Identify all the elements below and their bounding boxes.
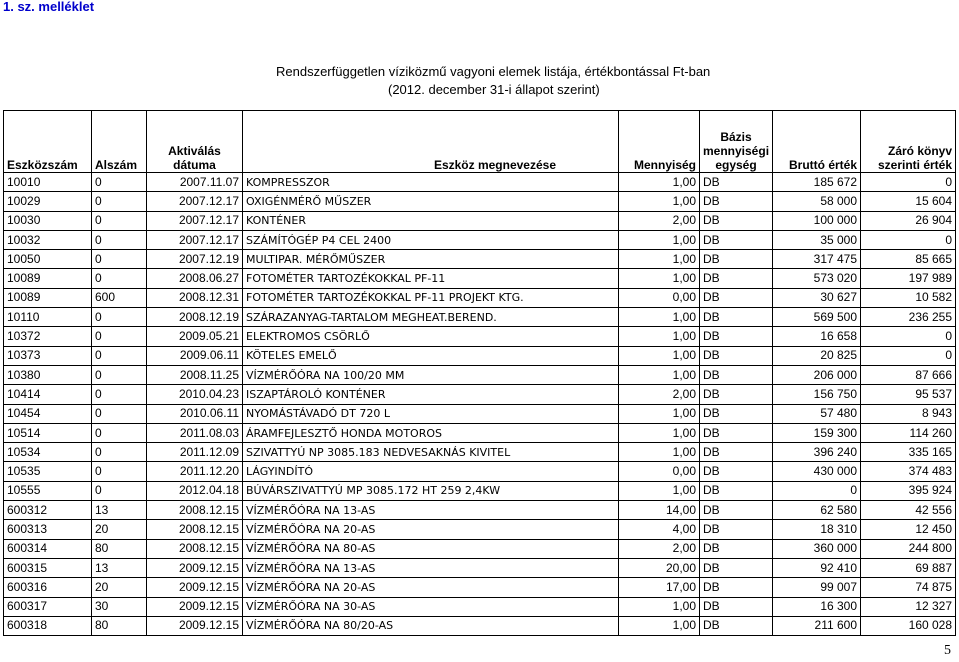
egyseg-cell: DB [700,288,773,307]
alszam-cell: 30 [92,597,147,616]
mennyiseg-cell: 1,00 [619,443,700,462]
eszkozszam-cell: 600315 [4,558,92,577]
table-row [4,192,956,211]
eszkozszam-cell: 10534 [4,443,92,462]
alszam-cell: 13 [92,501,147,520]
brutto-cell: 317 475 [773,250,861,269]
mennyiseg-cell: 1,00 [619,404,700,423]
header-zaro: Záró könyv szerinti érték [861,111,956,173]
eszkozszam-cell: 10535 [4,462,92,481]
mennyiseg-cell: 17,00 [619,578,700,597]
eszkozszam-cell: 10555 [4,481,92,500]
megnevezes-cell: VÍZMÉRŐÓRA NA 100/20 MM [243,365,619,384]
megnevezes-cell: VÍZMÉRŐÓRA NA 20-AS [243,520,619,539]
annex-label: 1. sz. melléklet [3,0,95,14]
aktivalas-cell: 2009.05.21 [147,327,243,346]
aktivalas-cell: 2009.12.15 [147,578,243,597]
megnevezes-cell: OXIGÉNMÉRŐ MŰSZER [243,192,619,211]
header-megnevezes: Eszköz megnevezése [243,111,619,173]
table-row [4,346,956,365]
zaro-cell: 12 327 [861,597,956,616]
header-brutto: Bruttó érték [773,111,861,173]
page-number: 5 [944,643,951,658]
zaro-cell: 236 255 [861,308,956,327]
alszam-cell: 0 [92,173,147,192]
alszam-cell: 0 [92,462,147,481]
megnevezes-cell: FOTOMÉTER TARTOZÉKOKKAL PF-11 [243,269,619,288]
egyseg-cell: DB [700,230,773,249]
table-body [4,173,956,636]
eszkozszam-cell: 10514 [4,423,92,442]
alszam-cell: 80 [92,539,147,558]
alszam-cell: 0 [92,211,147,230]
aktivalas-cell: 2009.12.15 [147,616,243,635]
megnevezes-cell: SZÁRAZANYAG-TARTALOM MEGHEAT.BEREND. [243,308,619,327]
mennyiseg-cell: 2,00 [619,539,700,558]
aktivalas-cell: 2008.12.15 [147,501,243,520]
header-aktivalas: Aktiválás dátuma [147,111,243,173]
header-mennyiseg: Mennyiség [619,111,700,173]
eszkozszam-cell: 600314 [4,539,92,558]
alszam-cell: 20 [92,578,147,597]
mennyiseg-cell: 1,00 [619,327,700,346]
aktivalas-cell: 2009.12.15 [147,597,243,616]
table-row [4,173,956,192]
megnevezes-cell: VÍZMÉRŐÓRA NA 80-AS [243,539,619,558]
eszkozszam-cell: 10110 [4,308,92,327]
aktivalas-cell: 2008.11.25 [147,365,243,384]
table-row [4,539,956,558]
egyseg-cell: DB [700,346,773,365]
table-header-row [4,111,956,173]
eszkozszam-cell: 10373 [4,346,92,365]
zaro-cell: 0 [861,173,956,192]
aktivalas-cell: 2008.12.15 [147,520,243,539]
alszam-cell: 0 [92,327,147,346]
aktivalas-cell: 2007.12.17 [147,211,243,230]
alszam-cell: 0 [92,365,147,384]
aktivalas-cell: 2011.12.20 [147,462,243,481]
zaro-cell: 8 943 [861,404,956,423]
table-row [4,520,956,539]
aktivalas-cell: 2009.06.11 [147,346,243,365]
table-row [4,462,956,481]
eszkozszam-cell: 10010 [4,173,92,192]
table-row [4,597,956,616]
egyseg-cell: DB [700,250,773,269]
megnevezes-cell: BÚVÁRSZIVATTYÚ MP 3085.172 HT 259 2,4KW [243,481,619,500]
alszam-cell: 80 [92,616,147,635]
header-bazis: Bázis mennyiségi egység [700,111,773,173]
egyseg-cell: DB [700,520,773,539]
brutto-cell: 159 300 [773,423,861,442]
egyseg-cell: DB [700,327,773,346]
zaro-cell: 374 483 [861,462,956,481]
megnevezes-cell: VÍZMÉRŐÓRA NA 13-AS [243,558,619,577]
egyseg-cell: DB [700,211,773,230]
zaro-cell: 42 556 [861,501,956,520]
alszam-cell: 0 [92,481,147,500]
table-row [4,481,956,500]
brutto-cell: 35 000 [773,230,861,249]
brutto-cell: 211 600 [773,616,861,635]
megnevezes-cell: KÖTELES EMELŐ [243,346,619,365]
egyseg-cell: DB [700,558,773,577]
egyseg-cell: DB [700,443,773,462]
brutto-cell: 430 000 [773,462,861,481]
eszkozszam-cell: 600312 [4,501,92,520]
megnevezes-cell: LÁGYINDÍTÓ [243,462,619,481]
eszkozszam-cell: 10029 [4,192,92,211]
megnevezes-cell: VÍZMÉRŐÓRA NA 30-AS [243,597,619,616]
brutto-cell: 16 658 [773,327,861,346]
alszam-cell: 0 [92,250,147,269]
mennyiseg-cell: 0,00 [619,288,700,307]
brutto-cell: 18 310 [773,520,861,539]
megnevezes-cell: VÍZMÉRŐÓRA NA 13-AS [243,501,619,520]
brutto-cell: 185 672 [773,173,861,192]
alszam-cell: 0 [92,385,147,404]
aktivalas-cell: 2008.12.15 [147,539,243,558]
megnevezes-cell: KOMPRESSZOR [243,173,619,192]
brutto-cell: 360 000 [773,539,861,558]
megnevezes-cell: ISZAPTÁROLÓ KONTÉNER [243,385,619,404]
zaro-cell: 15 604 [861,192,956,211]
egyseg-cell: DB [700,192,773,211]
brutto-cell: 99 007 [773,578,861,597]
mennyiseg-cell: 14,00 [619,501,700,520]
mennyiseg-cell: 1,00 [619,308,700,327]
mennyiseg-cell: 1,00 [619,269,700,288]
megnevezes-cell: ELEKTROMOS CSÖRLŐ [243,327,619,346]
egyseg-cell: DB [700,308,773,327]
egyseg-cell: DB [700,616,773,635]
zaro-cell: 87 666 [861,365,956,384]
brutto-cell: 57 480 [773,404,861,423]
document-title: Rendszerfüggetlen víziközmű vagyoni elemek listája, értékbontással Ft-ban [276,64,711,79]
table-row [4,327,956,346]
aktivalas-cell: 2008.06.27 [147,269,243,288]
mennyiseg-cell: 4,00 [619,520,700,539]
brutto-cell: 16 300 [773,597,861,616]
mennyiseg-cell: 2,00 [619,385,700,404]
brutto-cell: 100 000 [773,211,861,230]
zaro-cell: 85 665 [861,250,956,269]
table-row [4,211,956,230]
eszkozszam-cell: 600317 [4,597,92,616]
eszkozszam-cell: 10032 [4,230,92,249]
egyseg-cell: DB [700,501,773,520]
alszam-cell: 13 [92,558,147,577]
zaro-cell: 335 165 [861,443,956,462]
eszkozszam-cell: 10454 [4,404,92,423]
megnevezes-cell: VÍZMÉRŐÓRA NA 20-AS [243,578,619,597]
brutto-cell: 58 000 [773,192,861,211]
egyseg-cell: DB [700,481,773,500]
megnevezes-cell: SZÁMÍTÓGÉP P4 CEL 2400 [243,230,619,249]
zaro-cell: 114 260 [861,423,956,442]
zaro-cell: 395 924 [861,481,956,500]
table-row [4,404,956,423]
mennyiseg-cell: 2,00 [619,211,700,230]
zaro-cell: 10 582 [861,288,956,307]
mennyiseg-cell: 20,00 [619,558,700,577]
header-eszkozszam: Eszközszám [4,111,92,173]
document-subtitle: (2012. december 31-i állapot szerint) [388,82,600,97]
egyseg-cell: DB [700,462,773,481]
egyseg-cell: DB [700,173,773,192]
table-row [4,385,956,404]
eszkozszam-cell: 10414 [4,385,92,404]
table-row [4,250,956,269]
table-row [4,269,956,288]
egyseg-cell: DB [700,404,773,423]
zaro-cell: 244 800 [861,539,956,558]
brutto-cell: 20 825 [773,346,861,365]
mennyiseg-cell: 1,00 [619,616,700,635]
eszkozszam-cell: 10089 [4,288,92,307]
table-row [4,423,956,442]
mennyiseg-cell: 1,00 [619,346,700,365]
megnevezes-cell: MULTIPAR. MÉRŐMŰSZER [243,250,619,269]
mennyiseg-cell: 1,00 [619,230,700,249]
eszkozszam-cell: 600318 [4,616,92,635]
eszkozszam-cell: 10372 [4,327,92,346]
eszkozszam-cell: 10030 [4,211,92,230]
brutto-cell: 396 240 [773,443,861,462]
mennyiseg-cell: 1,00 [619,597,700,616]
zaro-cell: 160 028 [861,616,956,635]
aktivalas-cell: 2010.04.23 [147,385,243,404]
eszkozszam-cell: 10089 [4,269,92,288]
aktivalas-cell: 2011.08.03 [147,423,243,442]
alszam-cell: 0 [92,230,147,249]
mennyiseg-cell: 1,00 [619,365,700,384]
egyseg-cell: DB [700,423,773,442]
alszam-cell: 20 [92,520,147,539]
megnevezes-cell: ÁRAMFEJLESZTŐ HONDA MOTOROS [243,423,619,442]
aktivalas-cell: 2011.12.09 [147,443,243,462]
alszam-cell: 600 [92,288,147,307]
megnevezes-cell: VÍZMÉRŐÓRA NA 80/20-AS [243,616,619,635]
mennyiseg-cell: 1,00 [619,481,700,500]
zaro-cell: 0 [861,346,956,365]
table-row [4,230,956,249]
zaro-cell: 95 537 [861,385,956,404]
mennyiseg-cell: 1,00 [619,173,700,192]
table-row [4,443,956,462]
eszkozszam-cell: 600316 [4,578,92,597]
megnevezes-cell: FOTOMÉTER TARTOZÉKOKKAL PF-11 PROJEKT KTG. [243,288,619,307]
brutto-cell: 30 627 [773,288,861,307]
zaro-cell: 69 887 [861,558,956,577]
aktivalas-cell: 2012.04.18 [147,481,243,500]
aktivalas-cell: 2007.12.17 [147,230,243,249]
zaro-cell: 0 [861,327,956,346]
alszam-cell: 0 [92,443,147,462]
table-row [4,558,956,577]
egyseg-cell: DB [700,365,773,384]
eszkozszam-cell: 10050 [4,250,92,269]
megnevezes-cell: SZIVATTYÚ NP 3085.183 NEDVESAKNÁS KIVITEL [243,443,619,462]
aktivalas-cell: 2009.12.15 [147,558,243,577]
zaro-cell: 197 989 [861,269,956,288]
zaro-cell: 12 450 [861,520,956,539]
zaro-cell: 74 875 [861,578,956,597]
eszkozszam-cell: 600313 [4,520,92,539]
megnevezes-cell: KONTÉNER [243,211,619,230]
alszam-cell: 0 [92,423,147,442]
zaro-cell: 26 904 [861,211,956,230]
table-row [4,288,956,307]
mennyiseg-cell: 1,00 [619,250,700,269]
egyseg-cell: DB [700,597,773,616]
egyseg-cell: DB [700,385,773,404]
table-row [4,578,956,597]
aktivalas-cell: 2007.12.17 [147,192,243,211]
zaro-cell: 0 [861,230,956,249]
aktivalas-cell: 2008.12.19 [147,308,243,327]
megnevezes-cell: NYOMÁSTÁVADÓ DT 720 L [243,404,619,423]
mennyiseg-cell: 1,00 [619,423,700,442]
aktivalas-cell: 2008.12.31 [147,288,243,307]
brutto-cell: 0 [773,481,861,500]
brutto-cell: 156 750 [773,385,861,404]
mennyiseg-cell: 0,00 [619,462,700,481]
brutto-cell: 573 020 [773,269,861,288]
alszam-cell: 0 [92,404,147,423]
egyseg-cell: DB [700,269,773,288]
table-row [4,501,956,520]
aktivalas-cell: 2010.06.11 [147,404,243,423]
eszkozszam-cell: 10380 [4,365,92,384]
aktivalas-cell: 2007.12.19 [147,250,243,269]
alszam-cell: 0 [92,269,147,288]
alszam-cell: 0 [92,308,147,327]
alszam-cell: 0 [92,192,147,211]
header-alszam: Alszám [92,111,147,173]
brutto-cell: 206 000 [773,365,861,384]
egyseg-cell: DB [700,539,773,558]
asset-table [3,110,956,636]
brutto-cell: 92 410 [773,558,861,577]
table-row [4,616,956,635]
alszam-cell: 0 [92,346,147,365]
aktivalas-cell: 2007.11.07 [147,173,243,192]
table-row [4,365,956,384]
egyseg-cell: DB [700,578,773,597]
mennyiseg-cell: 1,00 [619,192,700,211]
table-row [4,308,956,327]
brutto-cell: 62 580 [773,501,861,520]
brutto-cell: 569 500 [773,308,861,327]
